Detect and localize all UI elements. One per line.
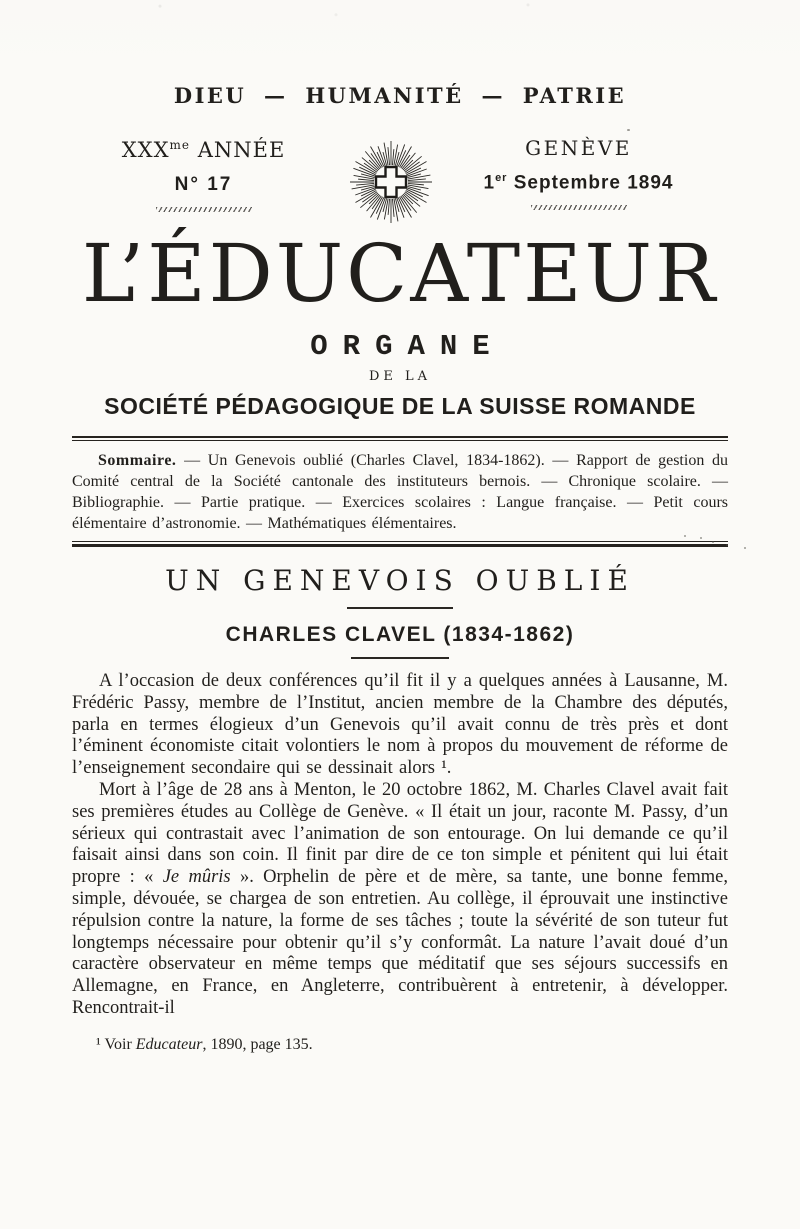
subtitle-de-la: DE LA: [368, 369, 432, 384]
sommaire-text: — Un Genevois oublié (Charles Clavel, 1834-1862). — Rapport de gestion du Comité central de la Société cantonale des instituteurs bernois. — Chronique scolaire. — Bibliographie. — Partie pratique. — Exercices scolaires : Langue française. — Petit cours élémentaire d’astronomie. — Mathématiques élémentaires.: [72, 452, 728, 532]
scan-speck: [712, 541, 714, 543]
masthead-right-block: [457, 130, 728, 210]
scan-speck: [700, 537, 702, 539]
swiss-cross-sunburst-emblem: [325, 130, 457, 234]
date-rest: Septembre 1894: [513, 172, 674, 194]
paragraph-1-text: A l’occasion de deux conférences qu’il fit il y a quelques années à Lausanne, M. Frédéric Passy, membre de l’Institut, ancien membre de la Chambre des députés, parla en termes élogieux d’un Genevois qu’il avait connu de très près et dont l’éminent économiste citait volontiers le nom à propos du mouvement de réforme de l’enseignement secondaire qui se dessinait alors ¹.: [72, 671, 728, 779]
table-of-contents: [72, 450, 728, 534]
article-body: [72, 671, 728, 1020]
short-divider-rule-2: [351, 657, 449, 659]
decorative-squiggle-left: [156, 207, 252, 212]
paragraph-2-part-b: ». Orphelin de père et de mère, sa tante, une bonne femme, simple, dévouée, se chargea de son entretien. Au collège, il éprouvait une instinctive répulsion contre la nature, la forme de ses tâches ; toute la sévérité de son tuteur fut longtemps nécessaire pour obtenir qu’il s’y conformât. La nature l’avait doué d’un caractère observateur en même temps que méditatif que ses séjours successifs en Allemagne, en France, en Angleterre, contribuèrent à entretenir, à développer. Rencontrait-il: [72, 867, 728, 1018]
subtitle-organe: ORGANE: [310, 330, 505, 363]
short-divider-rule: [347, 607, 453, 609]
paragraph-2-part-a: Mort à l’âge de 28 ans à Menton, le 20 octobre 1862, M. Charles Clavel avait fait ses premières études au Collège de Genève. « Il était un jour, raconte M. Passy, d’un sérieux qui contrastait avec l’animation de son entourage. On lui demande ce qu’il faisait ainsi dans son coin. Il finit par dire de ce ton simple et pénitent qui lui était propre : «: [72, 779, 728, 888]
paragraph-2: [72, 780, 728, 1020]
scan-speck: [726, 544, 728, 546]
sommaire-label: Sommaire.: [98, 452, 177, 469]
masthead-motto: DIEU — HUMANITÉ — PATRIE: [173, 83, 627, 108]
journal-title: L’ÉDUCATEUR: [81, 227, 719, 320]
footnote-journal-name: Educateur: [135, 1035, 203, 1053]
article-subtitle: CHARLES CLAVEL (1834-1862): [225, 623, 575, 646]
footnote-part-a: ¹ Voir: [96, 1035, 136, 1053]
double-rule-top: [72, 436, 728, 441]
year-word: ANNÉE: [197, 138, 286, 162]
scan-speck: [684, 535, 686, 537]
issue-date: [457, 172, 700, 194]
date-day: 1: [483, 172, 496, 194]
paragraph-1: [72, 671, 728, 780]
paragraph-2-italic-quote: Je mûris: [162, 867, 231, 888]
double-rule-bottom: [72, 541, 728, 547]
year-roman: XXX: [121, 138, 170, 162]
masthead-row: [72, 130, 728, 234]
masthead-left-block: [72, 130, 325, 212]
footnote-part-b: , 1890, page 135.: [202, 1035, 313, 1053]
year-ordinal-suffix: me: [169, 138, 191, 152]
date-ordinal-suffix: er: [495, 172, 508, 184]
scan-speck: [627, 129, 630, 131]
subtitle-societe: SOCIÉTÉ PÉDAGOGIQUE DE LA SUISSE ROMANDE: [104, 393, 696, 419]
issue-number: N° 17: [174, 174, 233, 195]
swiss-cross-icon: [376, 167, 406, 197]
decorative-squiggle-right: [531, 205, 627, 210]
volume-year: [82, 138, 325, 162]
footnote: [72, 1035, 728, 1055]
city-name: GENÈVE: [525, 136, 632, 160]
sunburst-cross-icon: [339, 130, 443, 234]
scan-speck: [744, 547, 746, 549]
article-title: UN GENEVOIS OUBLIÉ: [165, 564, 635, 597]
